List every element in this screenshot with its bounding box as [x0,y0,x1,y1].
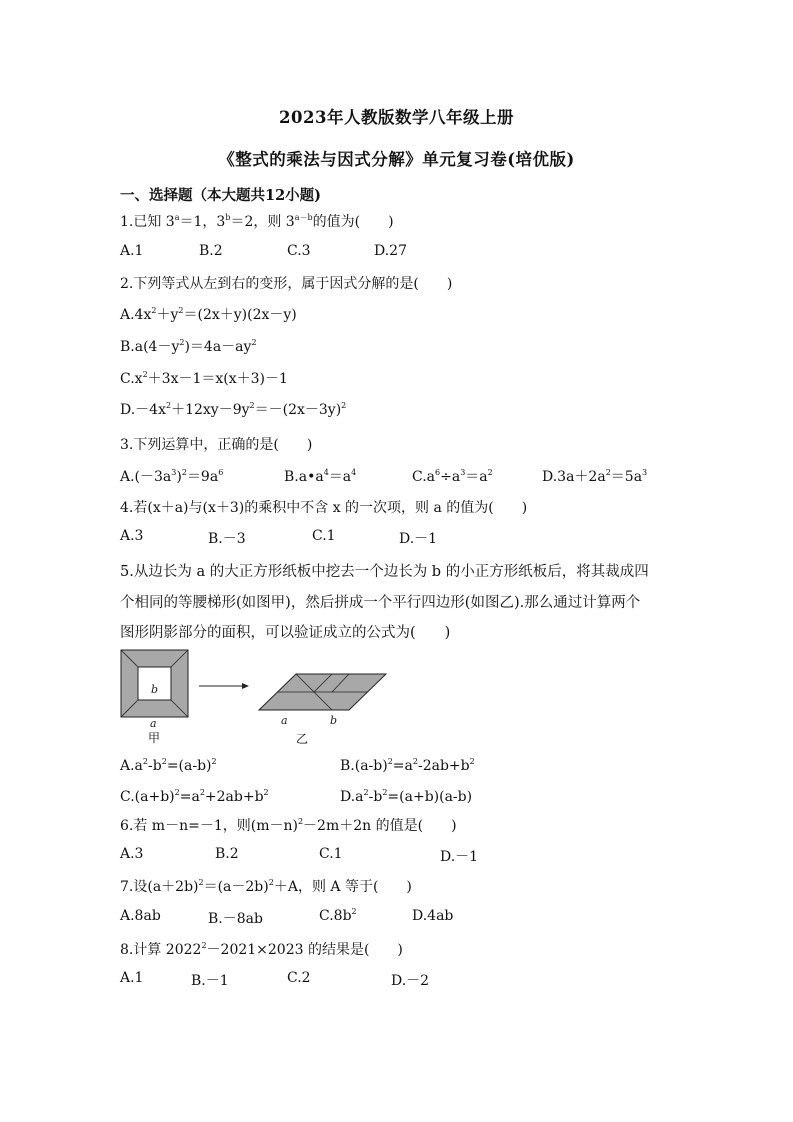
question-8-option-a: A.1 [120,970,144,986]
figure-label-a-yi: a [281,714,288,727]
figure-caption-yi: 乙 [296,732,309,746]
question-3-option-c: $C.a^6\div a^3=a^2$ [412,468,493,485]
question-4-stem: 4.若(x＋a)与(x＋3)的乘积中不含 x 的一次项，则 a 的值为( ) [120,500,528,516]
question-5-option-b: $B.(a-b)^2=a^2-2ab+b^2$ [340,757,475,774]
figure-label-b-yi: b [330,714,338,727]
question-1-stem: 1.已知 $3^a=1$，$3^b=2$，则 $3^{a-b}$的值为( ) [120,213,394,230]
question-2-option-c: $C.x^2+3x-1=x(x+3)-1$ [120,370,288,387]
question-5-option-d: $D.a^2-b^2=(a+b)(a-b)$ [340,788,473,805]
question-1-option-a: A.1 [120,243,144,259]
question-1-option-c: C.3 [287,243,311,259]
question-8-option-d: D.－2 [391,973,430,989]
question-5-option-c: $C.(a+b)^2=a^2+2ab+b^2$ [120,788,269,805]
question-3-option-d: $D.3a+2a^2=5a^3$ [542,468,648,485]
question-2-option-d: $D.-4x^2+12xy-9y^2=-(2x-3y)^2$ [120,401,347,418]
figure-yi-parallelogram [259,674,386,710]
question-5-stem-line-1: 5.从边长为 a 的大正方形纸板中挖去一个边长为 b 的小正方形纸板后，将其裁成四 [120,564,649,580]
question-1-option-d: D.27 [374,243,407,259]
question-5-option-a: $A.a^2-b^2=(a-b)^2$ [120,757,217,774]
question-4-option-c: C.1 [312,528,336,544]
question-3-option-b: $B.a•a^4=a^4$ [284,468,357,485]
question-7-stem: 7.设$(a+2b)^2=(a-2b)^2+A$，则 A 等于( ) [120,878,412,895]
page-subtitle: 《整式的乘法与因式分解》单元复习卷(培优版) [218,150,575,169]
page-title: 2023年人教版数学八年级上册 [279,108,514,127]
question-8-option-b: B.－1 [191,973,229,989]
question-7-option-a: A.8ab [120,908,161,924]
question-7-option-c: $C.8b^2$ [319,907,357,924]
question-4-option-d: D.－1 [399,531,438,547]
arrow-icon [199,683,249,689]
figure-label-a-jia: a [150,717,157,730]
question-6-option-c: C.1 [319,846,343,862]
question-5-stem-line-2: 个相同的等腰梯形(如图甲)，然后拼成一个平行四边形(如图乙).那么通过计算两个 [120,595,641,611]
question-4-option-b: B.－3 [208,531,246,547]
question-1-option-b: B.2 [199,243,223,259]
question-6-stem: 6.若 m－n=－1，则$(m-n)^2-2m+2n$ 的值是( ) [120,817,457,834]
question-8-stem: 8.计算 $2022^2-2021\times 2023$ 的结果是( ) [120,941,403,958]
question-2-option-b: $B.a(4-y^2)=4a-ay^2$ [120,338,257,355]
question-5-figure [118,646,393,746]
question-4-option-a: A.3 [120,528,144,544]
question-3-option-a: $A.(-3a^3)^2=9a^6$ [120,468,224,485]
question-2-stem: 2.下列等式从左到右的变形，属于因式分解的是( ) [120,276,453,292]
figure-label-b-inner: b [151,683,159,696]
question-7-option-b: B.－8ab [208,911,263,927]
question-8-option-c: C.2 [287,970,311,986]
question-6-option-a: A.3 [120,846,144,862]
question-5-stem-line-3: 图形阴影部分的面积，可以验证成立的公式为( ) [120,625,451,641]
section-heading: 一、选择题（本大题共12小题) [120,187,322,204]
question-7-option-d: D.4ab [412,908,454,924]
figure-caption-jia: 甲 [148,731,161,745]
question-6-option-d: D.－1 [440,849,479,865]
question-3-stem: 3.下列运算中，正确的是( ) [120,437,313,453]
question-6-option-b: B.2 [215,846,239,862]
question-2-option-a: $A.4x^2+y^2=(2x+y)(2x-y)$ [120,306,297,323]
